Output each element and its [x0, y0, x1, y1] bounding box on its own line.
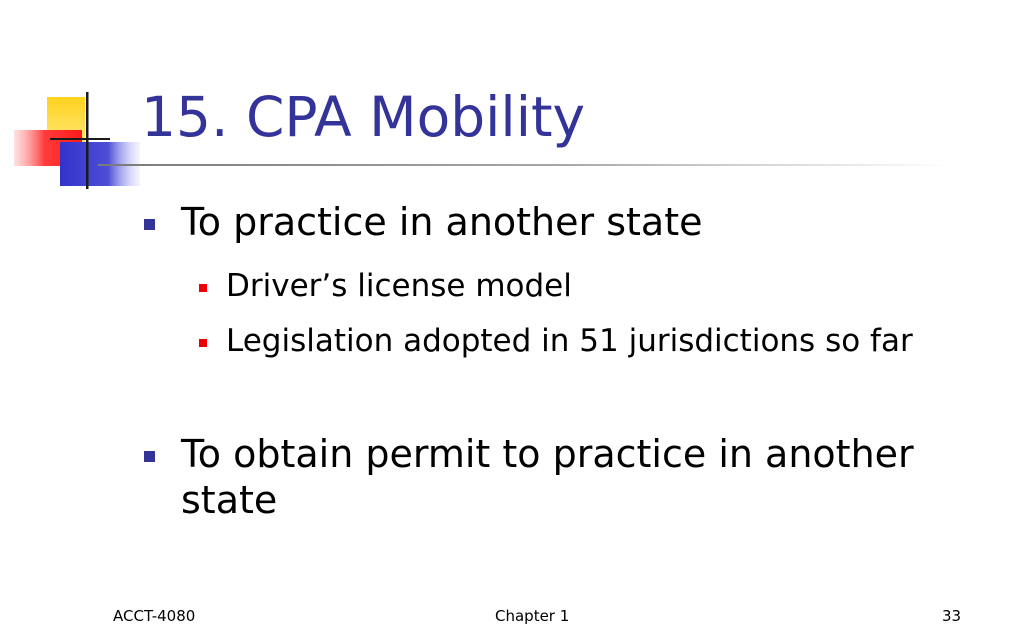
sub-bullet-item: [226, 320, 946, 362]
small-square-bullet-icon: [199, 339, 207, 347]
bullet-text: To practice in another state: [181, 200, 703, 244]
bullet-item: [181, 431, 981, 523]
slide-title: 15. CPA Mobility: [141, 85, 586, 149]
sub-bullet-text: Legislation adopted in 51 jurisdictions so far: [226, 323, 913, 359]
bullet-text: To obtain permit to practice in another state: [181, 432, 914, 522]
footer-course: ACCT-4080: [113, 607, 196, 625]
square-bullet-icon: [144, 451, 155, 462]
footer-chapter: Chapter 1: [495, 607, 570, 625]
sub-bullet-text: Driver’s license model: [226, 268, 572, 304]
small-square-bullet-icon: [199, 284, 207, 292]
bullet-item: [181, 199, 981, 245]
footer-page-number: 33: [942, 607, 962, 625]
square-bullet-icon: [144, 219, 155, 230]
sub-bullet-item: [226, 265, 946, 307]
